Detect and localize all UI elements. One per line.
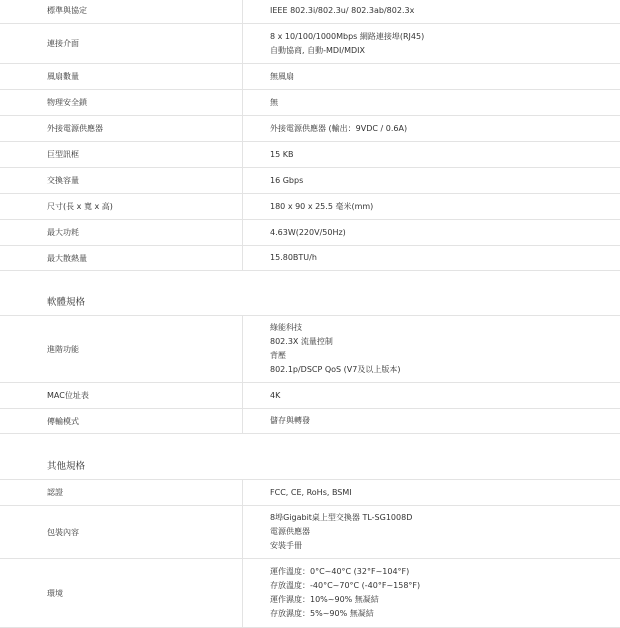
- spec-row: [0, 479, 620, 505]
- column-divider: [242, 409, 243, 433]
- spec-value-line: 綠能科技: [270, 323, 302, 332]
- spec-value-line: 15.80BTU/h: [270, 253, 317, 262]
- column-divider: [242, 316, 243, 382]
- spec-value-line: FCC, CE, RoHs, BSMI: [270, 487, 352, 497]
- column-divider: [242, 24, 243, 63]
- spec-row: [0, 0, 620, 23]
- spec-value: [270, 168, 303, 193]
- spec-value: [270, 90, 278, 115]
- spec-label: 標準與協定: [47, 6, 87, 15]
- spec-label: 進階功能: [47, 344, 79, 354]
- spec-value-line: 8埠Gigabit桌上型交換器 TL-SG1008D: [270, 513, 413, 522]
- spec-value: [270, 0, 414, 23]
- spec-value: [270, 409, 310, 433]
- column-divider: [242, 0, 243, 23]
- column-divider: [242, 383, 243, 408]
- spec-label: 外接電源供應器: [47, 124, 103, 133]
- spec-row: [0, 505, 620, 558]
- spec-value: [270, 480, 352, 505]
- column-divider: [242, 168, 243, 193]
- spec-label: 風扇數量: [47, 72, 79, 81]
- spec-value: [270, 316, 400, 382]
- column-divider: [242, 64, 243, 89]
- spec-value: [270, 64, 294, 89]
- column-divider: [242, 116, 243, 141]
- spec-value-line: 4K: [270, 390, 281, 400]
- spec-value: [270, 559, 420, 627]
- spec-value: [270, 24, 424, 63]
- spec-value: [270, 220, 346, 245]
- spec-row: [0, 167, 620, 193]
- spec-value-line: 180 x 90 x 25.5 毫米(mm): [270, 201, 374, 211]
- spec-label: 交換容量: [47, 176, 79, 185]
- spec-label: 連接介面: [47, 39, 79, 48]
- spec-label: 最大功耗: [47, 228, 79, 237]
- spec-value-line: 存放溫度：-40°C~70°C (-40°F~158°F): [270, 581, 421, 590]
- spec-value-line: 背壓: [270, 351, 286, 360]
- spec-label: 物理安全鎖: [47, 98, 87, 107]
- spec-label: MAC位址表: [47, 391, 89, 400]
- spec-value: [270, 194, 373, 219]
- spec-value: [270, 142, 293, 167]
- spec-row: [0, 63, 620, 89]
- spec-label: 認證: [47, 488, 63, 497]
- spec-row: [0, 193, 620, 219]
- spec-value-line: 無: [270, 97, 278, 107]
- spec-value-line: 802.3X 流量控制: [270, 337, 333, 346]
- spec-value-line: 16 Gbps: [270, 175, 304, 185]
- spec-value-line: 電源供應器: [270, 527, 310, 536]
- spec-row: [0, 408, 620, 434]
- spec-label: 包裝內容: [47, 527, 79, 537]
- column-divider: [242, 142, 243, 167]
- spec-value: [270, 116, 407, 141]
- spec-label: 最大散熱量: [47, 253, 87, 263]
- spec-label: 尺寸(長 x 寬 x 高): [47, 202, 113, 211]
- spec-value: [270, 246, 317, 270]
- spec-value-line: 外接電源供應器 (輸出：9VDC / 0.6A): [270, 123, 408, 133]
- spec-value-line: IEEE 802.3i/802.3u/ 802.3ab/802.3x: [270, 5, 415, 15]
- column-divider: [242, 559, 243, 627]
- spec-value-line: 4.63W(220V/50Hz): [270, 227, 346, 237]
- column-divider: [242, 506, 243, 558]
- other-section-title: 其他規格: [47, 461, 86, 472]
- spec-value: [270, 506, 412, 558]
- spec-row: [0, 89, 620, 115]
- column-divider: [242, 220, 243, 245]
- spec-value-line: 自動協商, 自動-MDI/MDIX: [270, 45, 365, 55]
- spec-row: [0, 245, 620, 271]
- spec-value-line: 儲存與轉發: [270, 416, 310, 425]
- column-divider: [242, 90, 243, 115]
- spec-row: [0, 141, 620, 167]
- spec-value-line: 存放濕度：5%~90% 無凝結: [270, 609, 374, 618]
- spec-value: [270, 383, 280, 408]
- spec-value-line: 8 x 10/100/1000Mbps 網路連接埠(RJ45): [270, 31, 425, 41]
- spec-label: 巨型訊框: [47, 150, 79, 159]
- spec-row: [0, 558, 620, 628]
- spec-value-line: 無風扇: [270, 71, 294, 81]
- spec-value-line: 運作溫度：0°C~40°C (32°F~104°F): [270, 567, 410, 576]
- spec-value-line: 802.1p/DSCP QoS (V7及以上版本): [270, 365, 401, 374]
- spec-label: 傳輸模式: [47, 416, 79, 426]
- spec-row: [0, 219, 620, 245]
- spec-value-line: 15 KB: [270, 149, 294, 159]
- spec-value-line: 運作濕度：10%~90% 無凝結: [270, 595, 379, 604]
- spec-row: [0, 382, 620, 408]
- spec-row: [0, 23, 620, 63]
- column-divider: [242, 246, 243, 270]
- software-section-title: 軟體規格: [47, 297, 86, 308]
- spec-row: [0, 315, 620, 382]
- spec-row: [0, 115, 620, 141]
- column-divider: [242, 194, 243, 219]
- spec-value-line: 安裝手冊: [270, 541, 302, 550]
- spec-label: 環境: [47, 588, 63, 598]
- column-divider: [242, 480, 243, 505]
